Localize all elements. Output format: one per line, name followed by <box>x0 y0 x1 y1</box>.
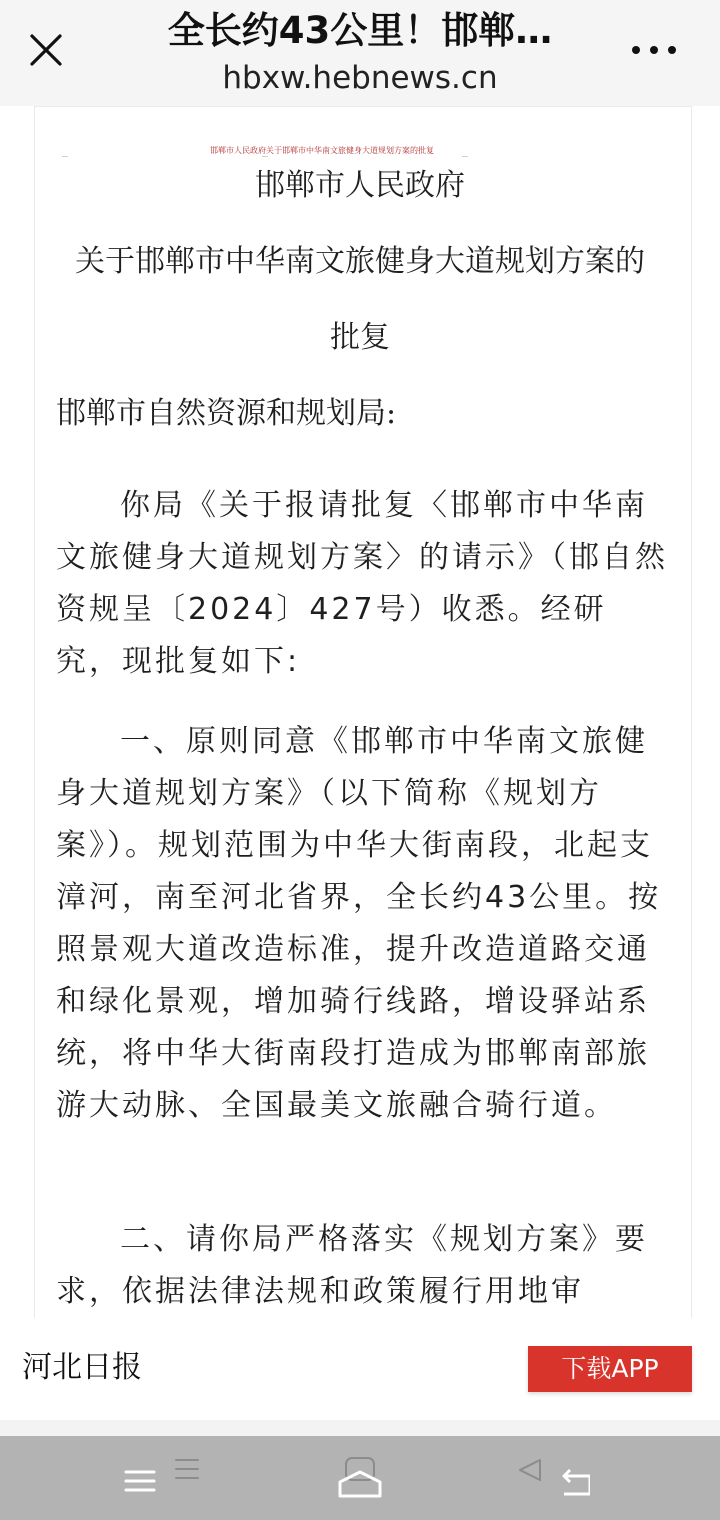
document-title-2: 批复 <box>330 320 390 355</box>
nav-home-button[interactable] <box>320 1450 400 1504</box>
app-banner <box>0 1318 720 1420</box>
more-icon-dot <box>650 46 658 54</box>
browser-top-bar <box>0 0 720 106</box>
app-name: 河北日报 <box>22 1350 142 1385</box>
nav-back-button[interactable] <box>510 1450 590 1504</box>
document-header-divider <box>62 156 658 157</box>
document-running-header: 邯郸市人民政府关于邯郸市中华南文旅健身大道规划方案的批复 <box>210 146 434 155</box>
system-nav-bar <box>0 1436 720 1520</box>
close-button[interactable] <box>26 30 66 70</box>
page-url: hbxw.hebnews.cn <box>222 60 498 96</box>
document-paragraph: 一、原则同意《邯郸市中华南文旅健身大道规划方案》（以下简称《规划方案》）。规划范围为中华大街南段，北起支漳河，南至河北省界，全长约43公里。按照景观大道改造标准，提升改造道路交通和绿化景观，增加骑行线路，增设驿站系统，将中华大街南段打造成为邯郸南部旅游大动脉、全国最美文旅融合骑行道。 <box>56 724 662 1123</box>
document-org: 邯郸市人民政府 <box>255 168 465 203</box>
home-icon <box>320 1450 400 1504</box>
back-icon <box>510 1450 590 1504</box>
menu-icon <box>120 1450 200 1504</box>
more-icon-dot <box>668 46 676 54</box>
document-paragraph: 二、请你局严格落实《规划方案》要求，依据法律法规和政策履行用地审 <box>56 1222 648 1309</box>
nav-menu-button[interactable] <box>120 1450 200 1504</box>
more-icon <box>632 46 640 54</box>
more-button[interactable] <box>632 40 676 60</box>
download-app-button[interactable]: 下载APP <box>528 1346 692 1392</box>
document-paragraph: 你局《关于报请批复〈邯郸市中华南文旅健身大道规划方案〉的请示》（邯自然资规呈〔2024〕427号）收悉。经研究，现批复如下: <box>56 488 668 679</box>
document-addressee: 邯郸市自然资源和规划局: <box>56 396 397 431</box>
document-image <box>34 106 692 1319</box>
page-title: 全长约43公里！邯郸… <box>167 9 553 52</box>
document-title: 关于邯郸市中华南文旅健身大道规划方案的 <box>75 244 645 279</box>
banner-divider <box>0 1420 720 1436</box>
close-icon <box>26 30 66 70</box>
